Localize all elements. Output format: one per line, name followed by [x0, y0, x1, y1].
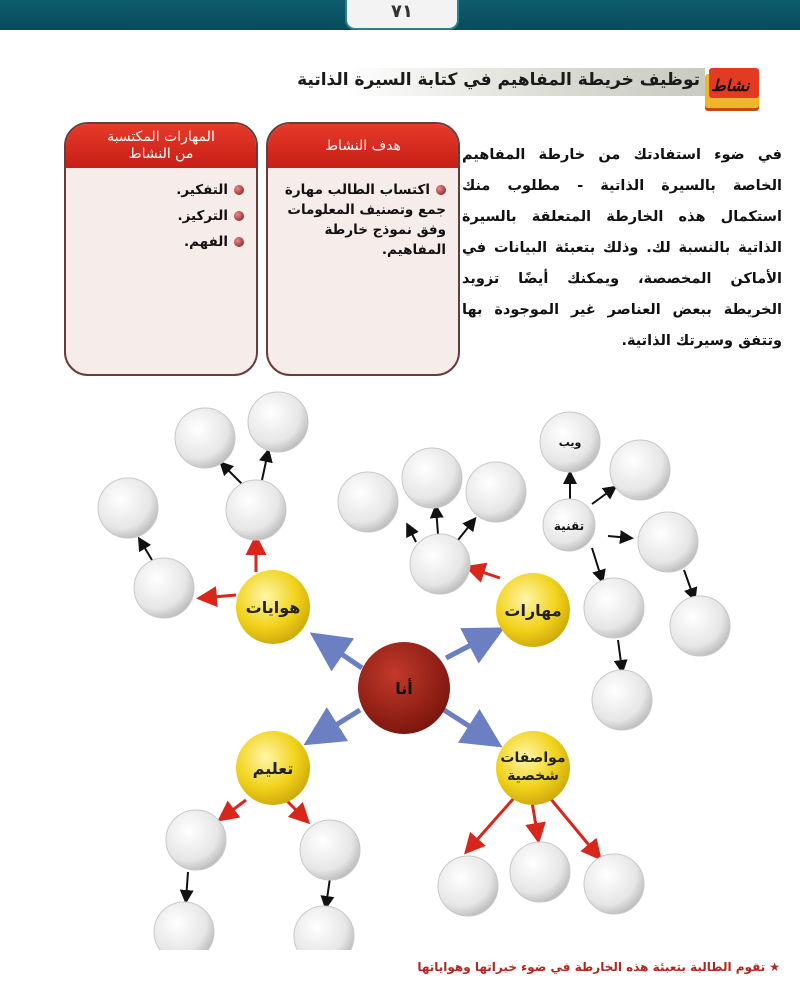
empty-node: [410, 534, 470, 594]
page-number: ٧١: [345, 0, 459, 30]
footnote: ★تقوم الطالبة بتعبئة هذه الخارطة في ضوء خبراتها وهواياتها: [417, 960, 780, 974]
list-item: اكتساب الطالب مهارة جمع وتصنيف المعلومات وفق نموذج خارطة المفاهيم.: [284, 182, 446, 258]
bullet-icon: [234, 185, 244, 195]
skills-card-heading: المهارات المكتسبة من النشاط: [66, 124, 256, 168]
skills-list: [74, 180, 244, 252]
empty-node: [670, 596, 730, 656]
empty-node: [592, 670, 652, 730]
bullet-icon: [234, 211, 244, 221]
list-item: التفكير.: [74, 180, 244, 200]
empty-node: [438, 856, 498, 916]
empty-node: [226, 480, 286, 540]
web-label: ويب: [558, 436, 582, 449]
list-item: الفهم.: [74, 232, 244, 252]
empty-node: [610, 440, 670, 500]
skills-card: [64, 122, 258, 376]
empty-node: [294, 906, 354, 950]
list-item: التركيز.: [74, 206, 244, 226]
goal-card-heading: هدف النشاط: [268, 124, 458, 168]
empty-node: [584, 578, 644, 638]
empty-node: [402, 448, 462, 508]
skills-label: مهارات: [504, 601, 562, 620]
empty-node: [638, 512, 698, 572]
empty-node: [300, 820, 360, 880]
empty-node: [466, 462, 526, 522]
goal-list: [276, 180, 446, 260]
empty-node: [98, 478, 158, 538]
bullet-icon: [234, 237, 244, 247]
center-label: أنا: [395, 679, 413, 698]
traits-label-1: مواصفات: [500, 750, 566, 766]
concept-map: [0, 380, 800, 950]
star-icon: ★: [769, 960, 780, 974]
empty-node: [154, 902, 214, 950]
empty-node: [248, 392, 308, 452]
tech-label: تقنية: [553, 519, 585, 533]
empty-node: [134, 558, 194, 618]
hobbies-label: هوايات: [245, 598, 301, 617]
education-label: تعليم: [252, 759, 294, 778]
empty-node: [338, 472, 398, 532]
empty-node: [584, 854, 644, 914]
empty-node: [166, 810, 226, 870]
bullet-icon: [436, 185, 446, 195]
activity-badge: [705, 62, 759, 108]
empty-node: [510, 842, 570, 902]
instruction-paragraph: في ضوء استفادتك من خارطة المفاهيم الخاصة بالسيرة الذاتية - مطلوب منك استكمال هذه الخارطة المتعلقة بالسيرة الذاتية بالنسبة لك. وذلك بتعبئة البيانات في الأماكن المخصصة، ويمكنك أيضًا تزويد الخريطة ببعض العناصر غير الموجودة بها وتتفق وسيرتك الذاتية.: [462, 147, 782, 349]
activity-title: توظيف خريطة المفاهيم في كتابة السيرة الذاتية: [297, 70, 700, 90]
badge-label: نشاط: [711, 76, 750, 95]
empty-node: [175, 408, 235, 468]
traits-label-2: شخصية: [507, 768, 559, 784]
goal-card: [266, 122, 460, 376]
